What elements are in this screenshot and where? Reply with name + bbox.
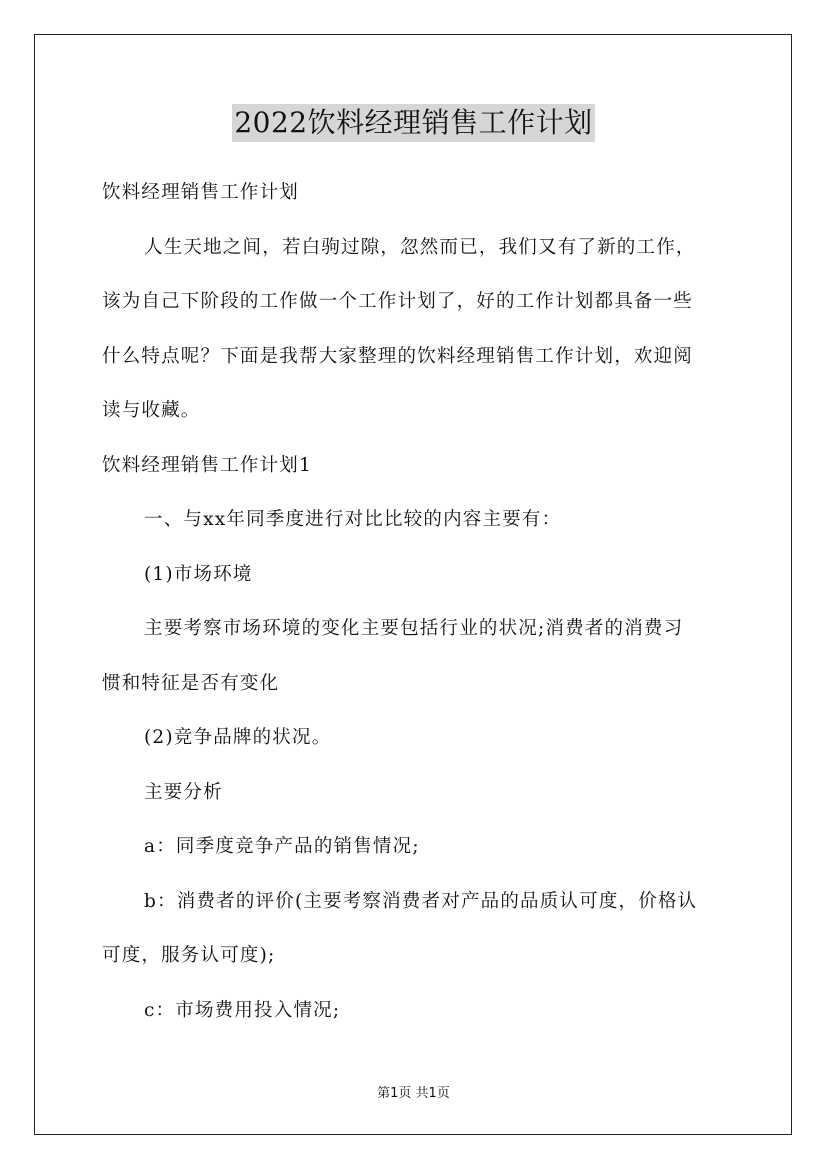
text-line: 惯和特征是否有变化 bbox=[102, 672, 280, 694]
text-line: 可度，服务认可度); bbox=[102, 945, 276, 966]
text-line: 饮料经理销售工作计划1 bbox=[102, 454, 312, 476]
text-line: 读与收藏。 bbox=[102, 400, 201, 421]
text-line: 一、与xx年同季度进行对比比较的内容主要有： bbox=[144, 509, 562, 530]
text-line: 该为自己下阶段的工作做一个工作计划了，好的工作计划都具备一些 bbox=[102, 291, 694, 312]
page-footer: 第1页 共1页 bbox=[377, 1086, 450, 1101]
title-container bbox=[0, 104, 827, 142]
text-line: 主要考察市场环境的变化主要包括行业的状况;消费者的消费习 bbox=[144, 618, 684, 639]
text-line: 人生天地之间，若白驹过隙，忽然而已，我们又有了新的工作， bbox=[144, 236, 696, 258]
text-line: b：消费者的评价(主要考察消费者对产品的品质认可度，价格认 bbox=[144, 890, 698, 912]
text-line: c：市场费用投入情况; bbox=[144, 999, 341, 1021]
text-line: (2)竞争品牌的状况。 bbox=[144, 727, 332, 748]
text-line: a：同季度竞争产品的销售情况; bbox=[144, 836, 420, 857]
text-line: 什么特点呢？下面是我帮大家整理的饮料经理销售工作计划，欢迎阅 bbox=[102, 345, 694, 367]
text-line: (1)市场环境 bbox=[144, 563, 253, 585]
text-line: 饮料经理销售工作计划 bbox=[102, 182, 300, 203]
document-title: 2022饮料经理销售工作计划 bbox=[232, 104, 594, 142]
text-line: 主要分析 bbox=[144, 781, 223, 803]
document-body bbox=[102, 166, 728, 1038]
